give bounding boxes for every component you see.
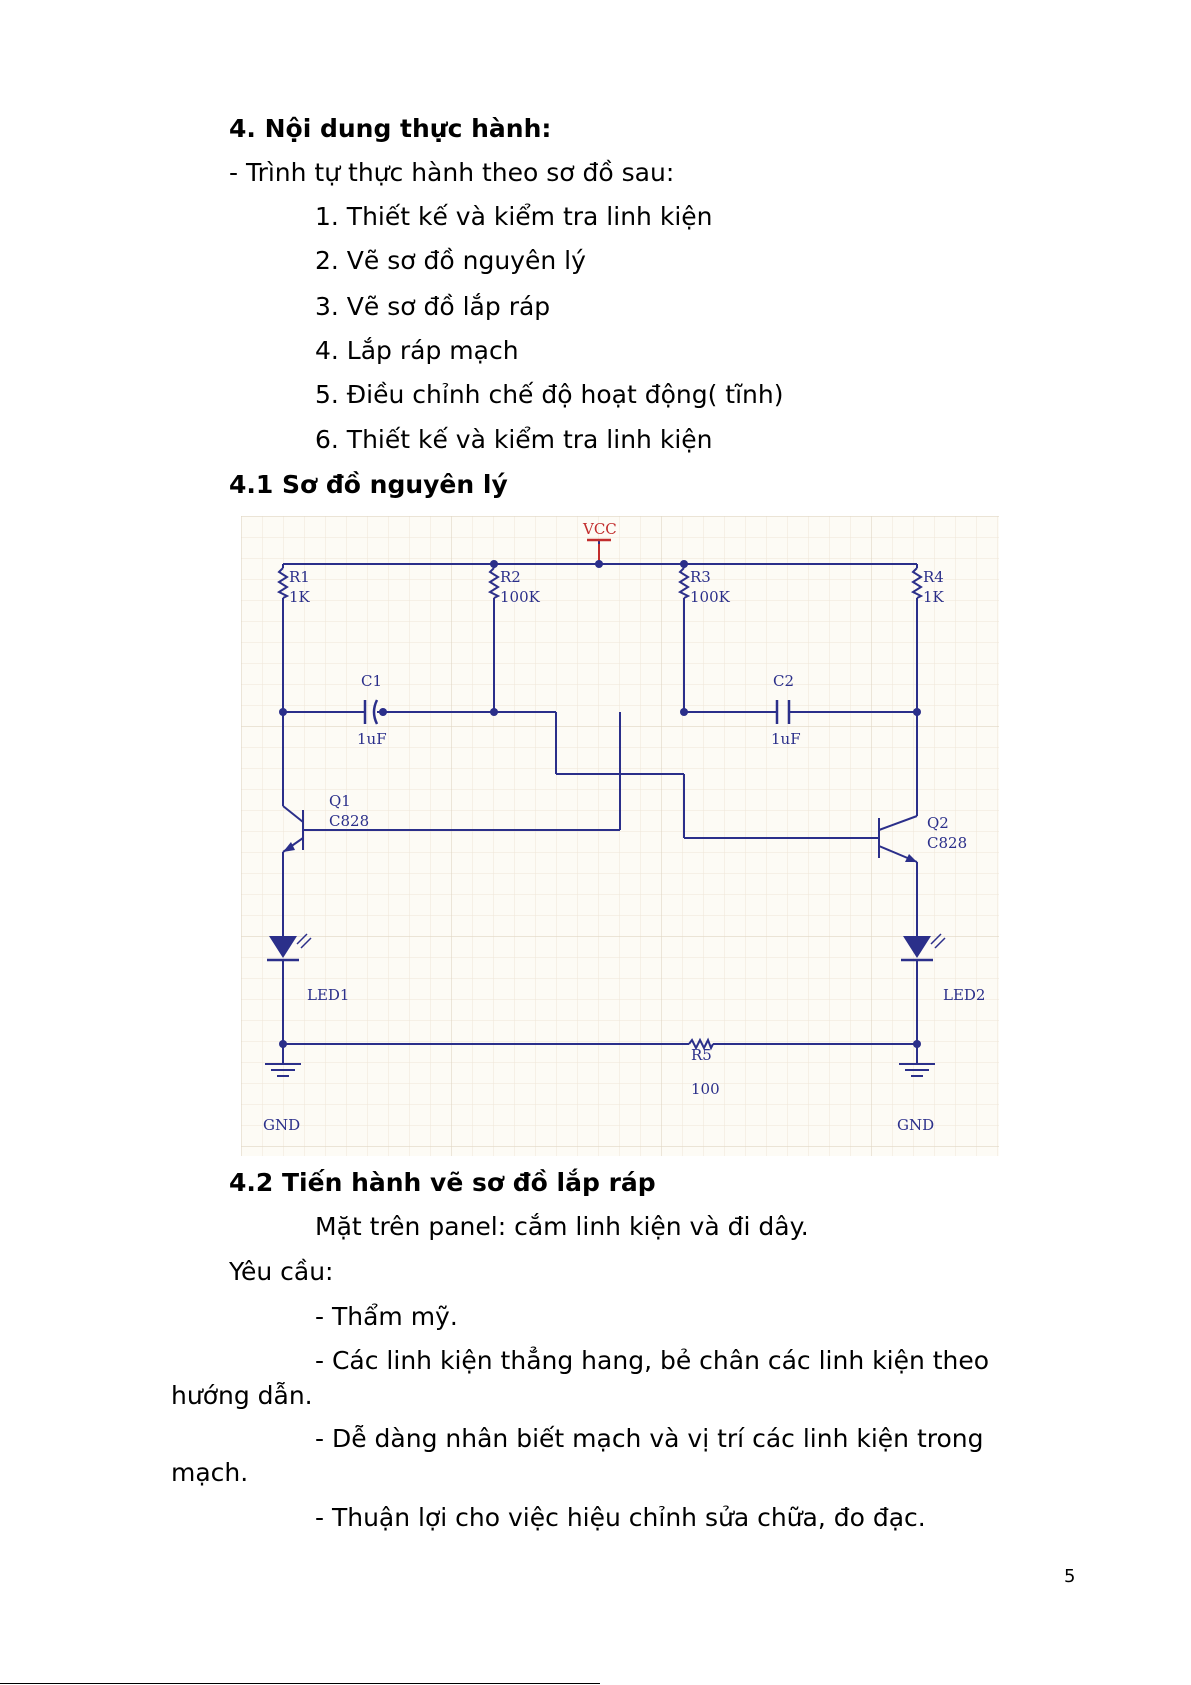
step-2: 2. Vẽ sơ đồ nguyên lý <box>315 246 586 275</box>
step-1: 1. Thiết kế và kiểm tra linh kiện <box>315 202 713 231</box>
r3-value: 100K <box>690 588 730 606</box>
requirement-repair: - Thuận lợi cho việc hiệu chỉnh sửa chữa, đo đạc. <box>315 1503 926 1532</box>
r4-value: 1K <box>923 588 944 606</box>
requirement-identify-line2: mạch. <box>171 1458 249 1487</box>
gnd-left-label: GND <box>263 1116 301 1134</box>
c1-value: 1uF <box>357 730 387 748</box>
r5-label: R5 <box>691 1046 712 1064</box>
r2-value: 100K <box>500 588 540 606</box>
q1-value: C828 <box>329 812 370 830</box>
r1-value: 1K <box>289 588 310 606</box>
c1-label: C1 <box>361 672 383 690</box>
step-3: 3. Vẽ sơ đồ lắp ráp <box>315 292 551 321</box>
page-number: 5 <box>1064 1566 1076 1587</box>
q1-label: Q1 <box>329 792 351 810</box>
requirement-alignment-line1: - Các linh kiện thẳng hang, bẻ chân các linh kiện theo <box>315 1346 990 1375</box>
heading-assembly: 4.2 Tiến hành vẽ sơ đồ lắp ráp <box>229 1168 656 1197</box>
r2-label: R2 <box>500 568 521 586</box>
circuit-schematic <box>241 516 999 1156</box>
heading-schematic: 4.1 Sơ đồ nguyên lý <box>229 470 508 499</box>
led2-label: LED2 <box>943 986 986 1004</box>
c2-value: 1uF <box>771 730 801 748</box>
requirement-identify-line1: - Dễ dàng nhân biết mạch và vị trí các linh kiện trong <box>315 1424 984 1453</box>
requirements-label: Yêu cầu: <box>229 1257 334 1286</box>
step-4: 4. Lắp ráp mạch <box>315 336 519 365</box>
grid-background <box>241 516 999 1156</box>
vcc-label: VCC <box>583 520 617 538</box>
panel-text: Mặt trên panel: cắm linh kiện và đi dây. <box>315 1212 809 1241</box>
requirement-aesthetics: - Thẩm mỹ. <box>315 1302 458 1331</box>
r3-label: R3 <box>690 568 711 586</box>
requirement-alignment-line2: hướng dẫn. <box>171 1381 313 1410</box>
r5-value: 100 <box>691 1080 720 1098</box>
r1-label: R1 <box>289 568 310 586</box>
step-6: 6. Thiết kế và kiểm tra linh kiện <box>315 425 713 454</box>
q2-label: Q2 <box>927 814 949 832</box>
q2-value: C828 <box>927 834 968 852</box>
led1-label: LED1 <box>307 986 350 1004</box>
r4-label: R4 <box>923 568 944 586</box>
c2-label: C2 <box>773 672 795 690</box>
gnd-right-label: GND <box>897 1116 935 1134</box>
footer-rule <box>0 1683 600 1684</box>
step-5: 5. Điều chỉnh chế độ hoạt động( tĩnh) <box>315 380 784 409</box>
intro-text: - Trình tự thực hành theo sơ đồ sau: <box>229 158 675 187</box>
heading-content: 4. Nội dung thực hành: <box>229 114 552 143</box>
